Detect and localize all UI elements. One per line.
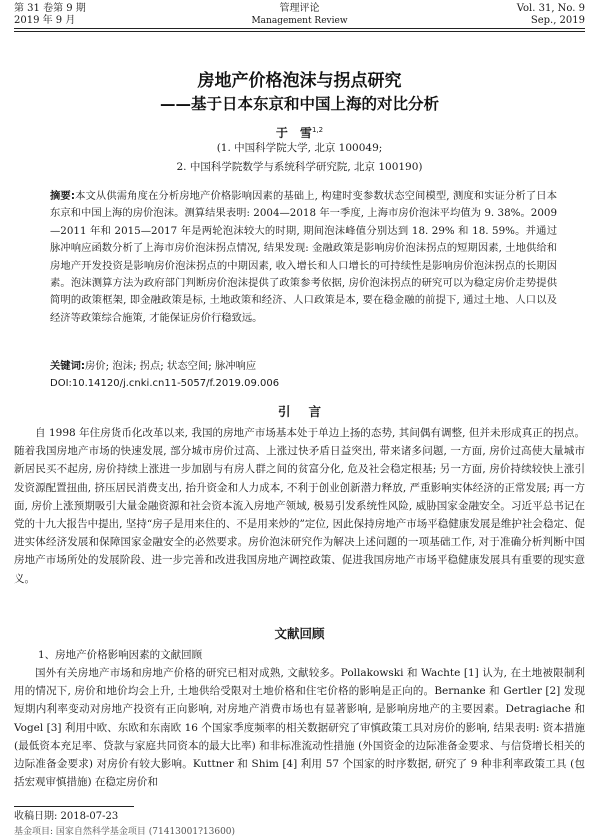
date-en: Sep., 2019: [530, 15, 585, 26]
header-right: [517, 3, 585, 27]
volume-cn: 第 31 卷第 9 期: [14, 3, 86, 14]
keywords-label: 关键词:: [50, 360, 86, 372]
section-heading-intro: 引言: [277, 404, 339, 419]
journal-name-en: Management Review: [251, 16, 348, 26]
subsection-heading: 1、房地产价格影响因素的文献回顾: [38, 649, 203, 661]
review-body: [14, 664, 585, 791]
volume-en: Vol. 31, No. 9: [516, 3, 585, 14]
review-paragraph: 国外有关房地产市场和房地产价格的研究已相对成熟, 文献较多。Pollakowski 和 Wachte [1] 认为, 在土地被限制利用的情况下, 房价和地价均会上升, 土地供给受限对土地价格和住宅价格的影响是正向的。Bernanke 和 Gertler [2] 发现短期内利率变动对房地产投资有正向影响, 对房地产消费市场也有显著影响, 是影响房地产的主要因素。Detragiache 和 Vogel [3] 利用中欧、东欧和东南欧 16 个国家季度频率的相关数据研究了审慎政策工具对房价的影响, 结果表明: 资本措施 (最低资本充足率、贷款与家庭共同资本的最大比率) 和非标准流动性措施 (外国资金的边际准备金要求、与信贷增长相关的边际准备金要求) 对房价有较大影响。Kuttner 和 Shim [4] 利用 57 个国家的时序数据, 研究了 9 种非利率政策工具 (包括宏观审慎措施) 在稳定房价和: [14, 667, 585, 789]
running-header: [14, 3, 585, 29]
keywords-text: 房价; 泡沫; 拐点; 状态空间; 脉冲响应: [85, 360, 257, 372]
intro-body: [14, 424, 585, 588]
intro-paragraph: 自 1998 年住房货币化改革以来, 我国的房地产市场基本处于单边上扬的态势, 其间偶有调整, 但并未形成真正的拐点。随着我国房地产市场的快速发展, 部分城市房价过高、上涨过快矛盾日益突出, 带来诸多问题, 一方面, 房价过高使大量城市新居民买不起房, 房价持续上涨进一步加剧与有房人群之间的贫富分化, 危及社会稳定根基; 另一方面, 房价持续较快上涨引发资源配置扭曲, 挤压居民消费支出, 抬升资金和人力成本, 不利于创业创新潜力释放, 严重影响实体经济的正常发展; 再一方面, 房价上涨预期吸引大量金融资源和社会资本流入房地产领域, 极易引发系统性风险, 威胁国家金融安全。习近平总书记在党的十九大报告中提出, 坚持“房子是用来住的、不是用来炒的”定位, 因此保持房地产市场平稳健康发展是维护社会稳定、促进实体经济发展和保障国家金融安全的必然要求。房价泡沫研究作为解决上述问题的一项基础工作, 对于准确分析判断中国房地产市场所处的发展阶段、进一步完善和改进我国房地产调控政策、促进我国房地产市场平稳健康发展具有重要的现实意义。: [14, 427, 585, 585]
header-rule-top: [14, 28, 585, 29]
author-line: [0, 124, 599, 141]
header-rule-bottom: [14, 31, 585, 32]
affiliation-1: (1. 中国科学院大学, 北京 100049;: [216, 142, 383, 154]
footnote-rule: [14, 806, 134, 807]
article-subtitle: ——基于日本东京和中国上海的对比分析: [159, 95, 439, 113]
date-cn: 2019 年 9 月: [14, 15, 76, 26]
header-center: [14, 3, 585, 27]
abstract-label: 摘要:: [50, 190, 75, 202]
journal-name-cn: 管理评论: [279, 3, 320, 14]
funding-note: 基金项目: 国家自然科学基金项目 (71413001?13600): [14, 827, 236, 837]
section-heading-review: 文献回顾: [274, 626, 325, 641]
author-affiliation-marker: 1,2: [311, 126, 324, 134]
keywords: [50, 358, 557, 374]
abstract-text: 本文从供需角度在分析房地产价格影响因素的基础上, 构建时变参数状态空间模型, 测度和实证分析了日本东京和中国上海的房价泡沫。测算结果表明: 2004—2018 年一季度, 上海市房价泡沫平均值为 9. 38%。2009—2011 年和 2015—2017 年是两轮泡沫较大的时期, 期间泡沫峰值分别达到 18. 29% 和 18. 59%。并通过脉冲响应函数分析了上海市房价泡沫拐点情况, 结果发现: 金融政策是影响房价泡沫拐点的短期因素, 土地供给和房地产开发投资是影响房价泡沫拐点的中期因素, 收入增长和人口增长的可持续性是影响房价泡沫拐点的长期因素。泡沫测算方法为政府部门判断房价泡沫提供了政策参考依据, 房价泡沫拐点的研究可以为稳定房价走势提供简明的政策框架, 即金融政策是标, 土地政策和经济、人口政策是本, 要在稳金融的前提下, 通过土地、人口以及经济等政策综合施策, 才能保证房价行稳致远。: [50, 190, 557, 324]
received-date: 收稿日期: 2018-07-23: [14, 811, 119, 822]
abstract: [50, 188, 557, 327]
doi[interactable]: DOI:10.14120/j.cnki.cn11-5057/f.2019.09.006: [50, 378, 280, 389]
affiliation-2: 2. 中国科学院数学与系统科学研究院, 北京 100190): [176, 161, 423, 173]
article-title: 房地产价格泡沫与拐点研究: [197, 71, 402, 91]
author-name: 于 雪: [275, 126, 312, 140]
